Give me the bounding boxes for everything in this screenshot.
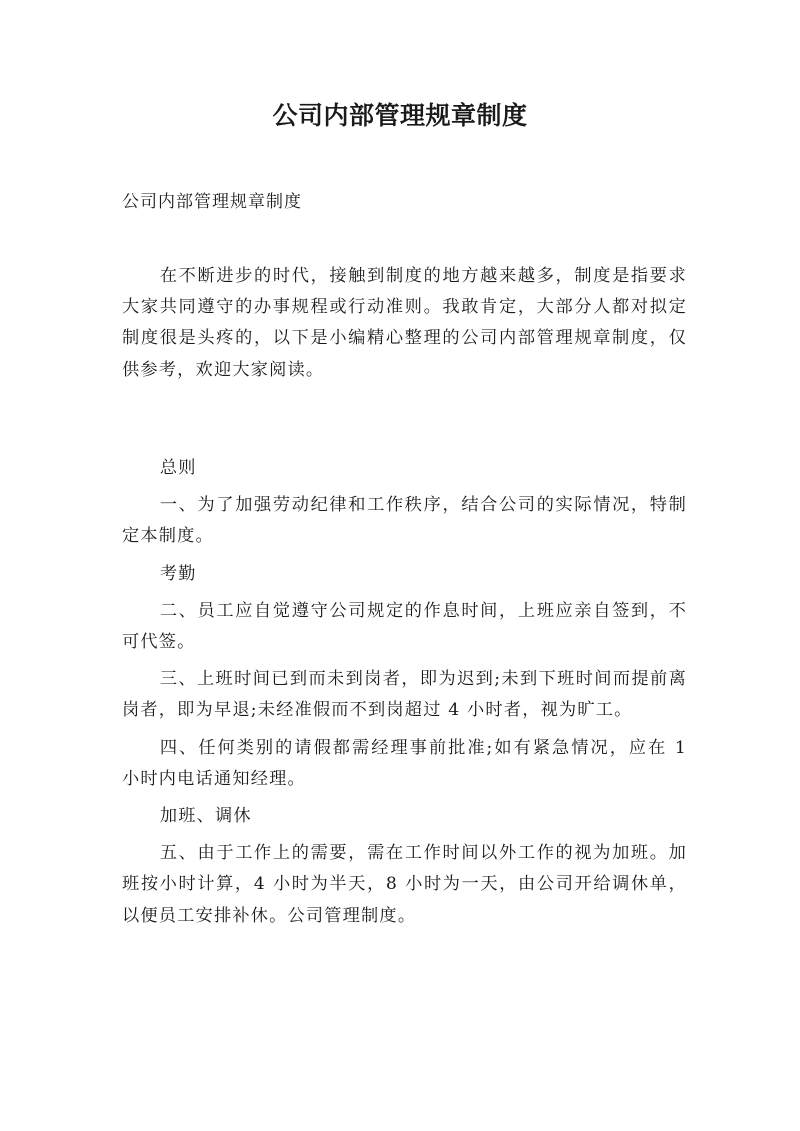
intro-paragraph: 在不断进步的时代，接触到制度的地方越来越多，制度是指要求大家共同遵守的办事规程或行动准则。我敢肯定，大部分人都对拟定制度很是头疼的，以下是小编精心整理的公司内部管理规章制度，仅供参考，欢迎大家阅读。 — [122, 266, 687, 380]
rule-paragraph-2: 二、员工应自觉遵守公司规定的作息时间，上班应亲自签到，不可代签。 — [122, 600, 687, 653]
intro-section — [122, 261, 687, 386]
rule-paragraph-4: 四、任何类别的请假都需经理事前批准;如有紧急情况，应在 1 小时内电话通知经理。 — [122, 737, 687, 789]
rules-sections — [122, 453, 687, 932]
rule-paragraph-1: 一、为了加强劳动纪律和工作秩序，结合公司的实际情况，特制定本制度。 — [122, 495, 687, 547]
section-heading-attendance: 考勤 — [159, 563, 197, 584]
rule-paragraph-5: 五、由于工作上的需要，需在工作时间以外工作的视为加班。加班按小时计算，4 小时为半天，8 小时为一天，由公司开给调休单，以便员工安排补休。公司管理制度。 — [122, 843, 687, 926]
section-heading-overtime: 加班、调休 — [159, 806, 252, 827]
section-heading-general: 总则 — [159, 458, 197, 478]
document-subtitle: 公司内部管理规章制度 — [122, 192, 302, 212]
document-title: 公司内部管理规章制度 — [272, 101, 528, 130]
rule-paragraph-3: 三、上班时间已到而未到岗者，即为迟到;未到下班时间而提前离岗者，即为早退;未经准假而不到岗超过 4 小时者，视为旷工。 — [122, 669, 687, 721]
